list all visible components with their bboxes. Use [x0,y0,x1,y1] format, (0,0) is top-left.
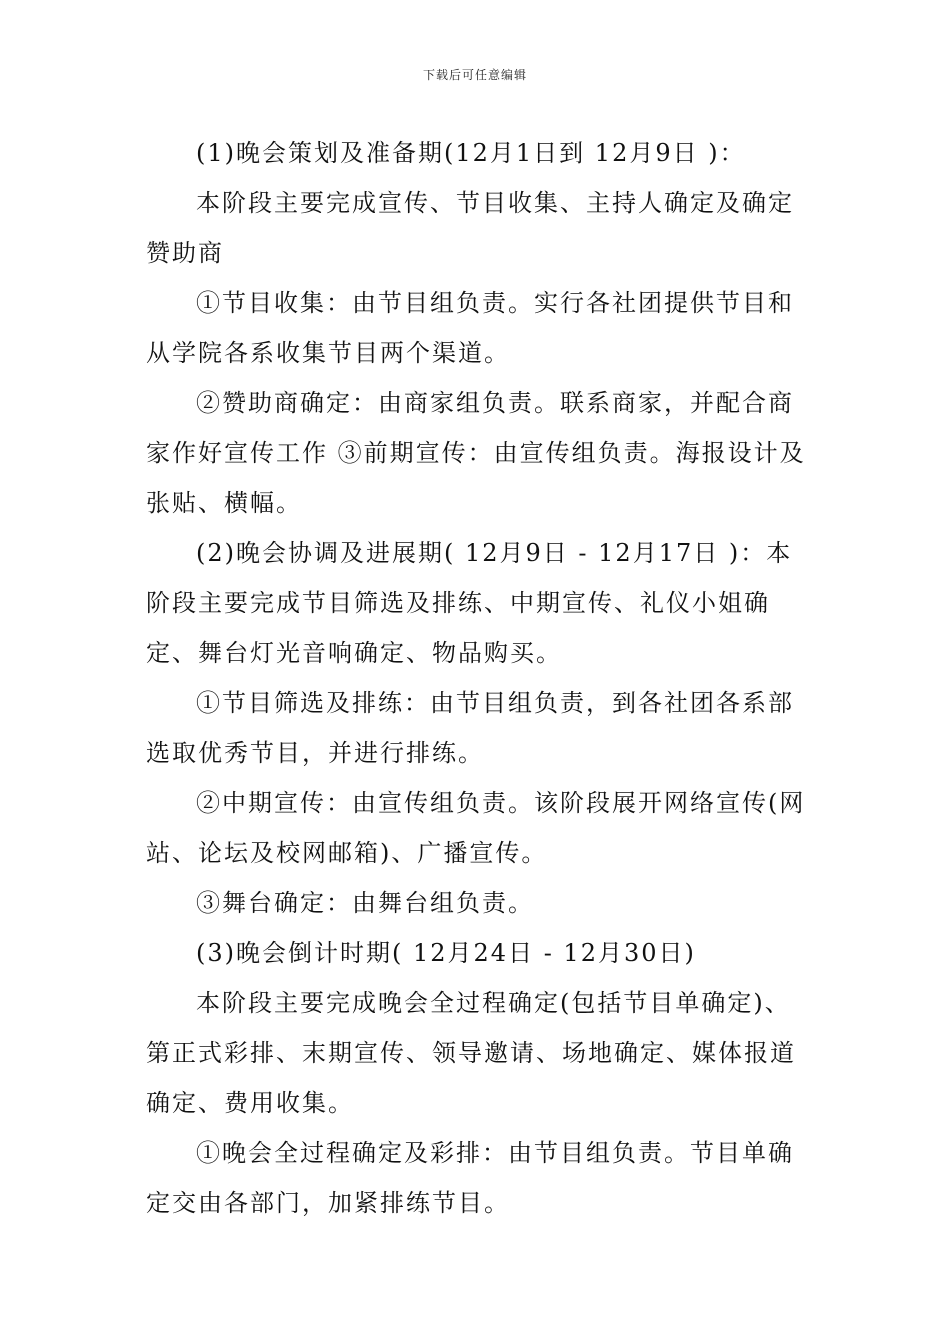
paragraph-program-selection: ①节目筛选及排练：由节目组负责，到各社团各系部选取优秀节目，并进行排练。 [146,689,794,767]
paragraph-program-collection: ①节目收集：由节目组负责。实行各社团提供节目和从学院各系收集节目两个渠道。 [146,289,794,367]
paragraph-phase-3-summary: 本阶段主要完成晚会全过程确定(包括节目单确定)、第正式彩排、末期宣传、领导邀请、场地确定、媒体报道确定、费用收集。 [146,989,796,1117]
paragraph-sponsor-and-early-publicity: ②赞助商确定：由商家组负责。联系商家，并配合商家作好宣传工作 ③前期宣传：由宣传组负责。海报设计及张贴、横幅。 [146,389,806,517]
paragraph-stage-confirmation: ③舞台确定：由舞台组负责。 [196,889,534,917]
document-body [146,128,808,1228]
paragraph-phase-1-summary: 本阶段主要完成宣传、节目收集、主持人确定及确定赞助商 [146,189,794,267]
paragraph-phase-2: (2)晚会协调及进展期( 12月9日 - 12月17日 )：本阶段主要完成节目筛选及排练、中期宣传、礼仪小姐确定、舞台灯光音响确定、物品购买。 [146,539,793,667]
paragraph-phase-1-title: (1)晚会策划及准备期(12月1日到 12月9日 )： [196,139,746,167]
paragraph-mid-publicity: ②中期宣传：由宣传组负责。该阶段展开网络宣传(网站、论坛及校网邮箱)、广播宣传。 [146,789,806,867]
paragraph-full-process-rehearsal: ①晚会全过程确定及彩排：由节目组负责。节目单确定交由各部门，加紧排练节目。 [146,1139,794,1217]
paragraph-phase-3-title: (3)晚会倒计时期( 12月24日 - 12月30日) [196,939,696,967]
page-header: 下载后可任意编辑 [422,68,527,82]
